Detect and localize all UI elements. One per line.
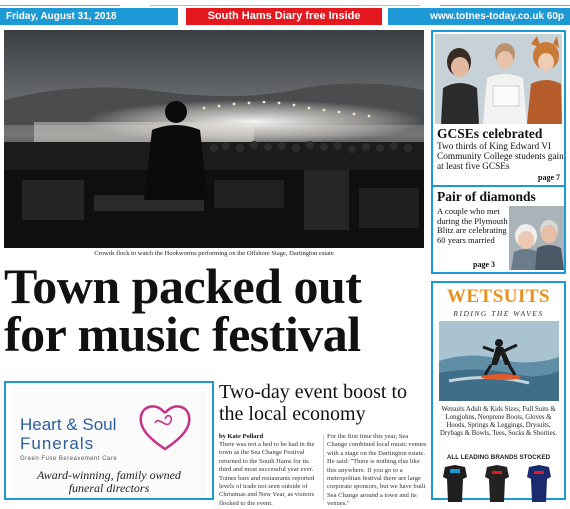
funeral-advert-inner — [12, 387, 206, 498]
main-headline[interactable] — [4, 258, 428, 362]
masthead-strip — [0, 8, 570, 26]
gcse-photo[interactable] — [435, 34, 562, 124]
headline-line-1: Town packed out — [4, 258, 362, 314]
column-rule — [323, 435, 324, 500]
gcse-headline[interactable]: GCSEs celebrated — [437, 126, 543, 141]
funeral-award-text — [12, 469, 206, 495]
sidebar-teasers — [431, 30, 566, 274]
couple-photo[interactable] — [509, 206, 564, 270]
wetsuits-title: WETSUITS — [446, 286, 551, 307]
teaser-divider — [433, 185, 564, 187]
couple-image — [509, 206, 564, 270]
diamond-summary: A couple who met during the Plymouth Blitz are celebrating 60 years married — [437, 206, 508, 245]
surfer-photo — [439, 321, 559, 401]
website-and-price[interactable]: www.totnes-today.co.uk 60p — [388, 8, 570, 25]
wetsuits-product-list: Wetsuits Adult & Kids Sizes, Full Suits & Longjohns, Neoprene Boots, Gloves & Hoods, Springs & Leggings, Drysuits, Drybags & Bowls, Tees, Socks & Shorties. — [439, 406, 558, 438]
funeral-award-line1: Award-winning, family owned — [37, 468, 181, 482]
funeral-award-line2: funeral directors — [68, 481, 150, 495]
diamond-headline[interactable]: Pair of diamonds — [437, 189, 536, 204]
article-byline: by Kate Pollard — [219, 433, 264, 440]
main-story-photo[interactable] — [4, 30, 424, 248]
article-column-2: For the first time this year, Sea Change combined local music venues with a stage on the Dartington estate. He said: "There is nothing else like this anywhere. If you go to a metropolitan festival there are large corporate sponsors, but we have built Sea Change around a town and its venues." — [327, 433, 427, 508]
masthead-rule — [150, 2, 420, 6]
headline-line-2: for music festival — [4, 306, 361, 362]
issue-date: Friday, August 31, 2018 — [0, 8, 178, 25]
wetsuits-subtitle: RIDING THE WAVES — [453, 309, 544, 318]
wetsuit-products-icon — [437, 463, 562, 502]
funeral-advert[interactable] — [4, 381, 214, 500]
diamond-page-ref[interactable]: page 3 — [473, 260, 495, 269]
students-image — [435, 34, 562, 124]
previous-page-edge-right — [440, 0, 570, 6]
heart-logo-icon — [137, 401, 193, 453]
funeral-tagline: Green Fuse Bereavement Care — [20, 456, 118, 462]
article-column-1: There was not a bed to be had in the town as the Sea Change Festival returned to the South Hams for its third and most successful year ever. Totnes bars and restaurants reported levels of trade not seen outside of Christmas and New Year, as visitors flocked to the event. — [219, 441, 315, 507]
wetsuits-advert[interactable] — [431, 281, 566, 500]
promo-banner[interactable]: South Hams Diary free Inside — [186, 8, 382, 25]
gcse-summary: Two thirds of King Edward VI Community College students gain at least five GCSEs — [437, 142, 564, 172]
concert-scene — [4, 30, 424, 248]
photo-caption: Crowds flock to watch the Hookworms performing on the Offshore Stage, Dartington estate — [94, 250, 334, 257]
funeral-brand-line2: Funerals — [20, 434, 95, 453]
funeral-brand-line1: Heart & Soul — [20, 415, 117, 434]
wetsuits-brands: ALL LEADING BRANDS STOCKED — [446, 454, 551, 461]
surfer-image — [439, 321, 559, 401]
previous-page-edge — [0, 0, 120, 6]
article-subheadline: Two-day event boost to the local economy — [219, 381, 408, 425]
gcse-page-ref[interactable]: page 7 — [538, 173, 560, 182]
